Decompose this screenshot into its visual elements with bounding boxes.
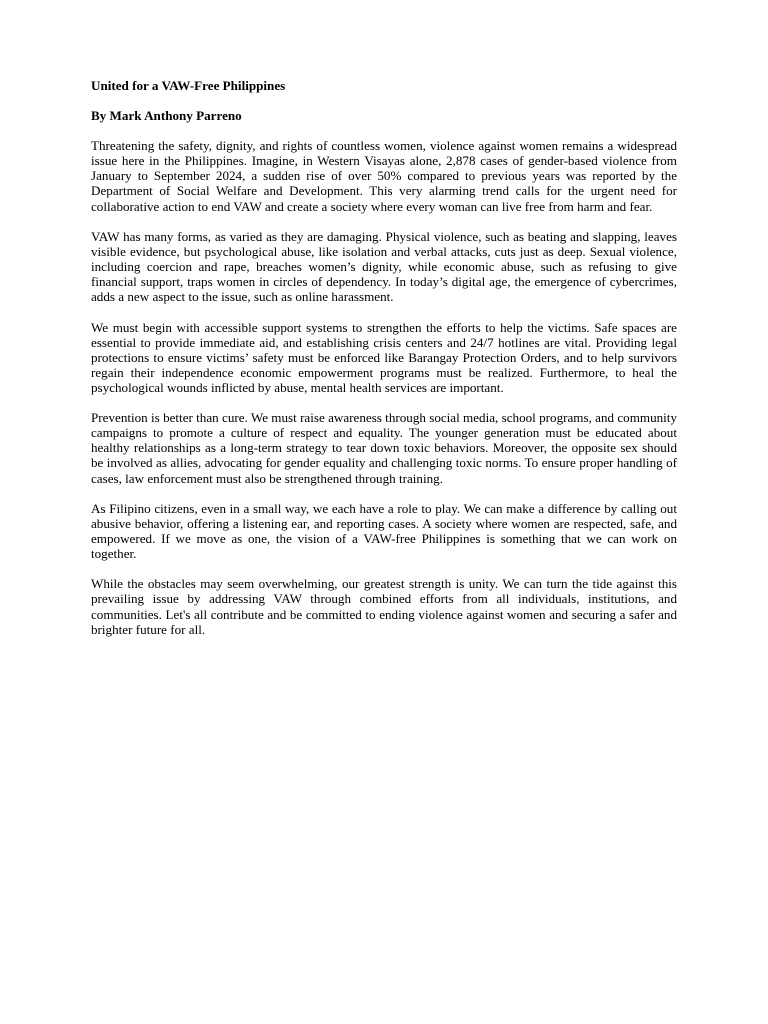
paragraph-citizens-role: As Filipino citizens, even in a small way, we each have a role to play. We can make a difference by calling out abusive behavior, offering a listening ear, and reporting cases. A society where women are respected, safe, and empowered. If we move as one, the vision of a VAW-free Philippines is something that we can work on together. [91,500,677,562]
paragraph-prevention: Prevention is better than cure. We must raise awareness through social media, school programs, and community campaigns to promote a culture of respect and equality. The younger generation must be educated about healthy relationships as a long-term strategy to tear down toxic behaviors. Moreover, the opposite sex should be involved as allies, advocating for gender equality and challenging toxic norms. To ensure proper handling of cases, law enforcement must also be strengthened through training. [91,410,677,486]
paragraph-intro: Threatening the safety, dignity, and rights of countless women, violence against women remains a widespread issue here in the Philippines. Imagine, in Western Visayas alone, 2,878 cases of gender-based violence from January to September 2024, a sudden rise of over 50% compared to previous years was reported by the Department of Social Welfare and Development. This very alarming trend calls for the urgent need for collaborative action to end VAW and create a society where every woman can live free from harm and fear. [91,138,677,214]
document-page [91,78,677,652]
paragraph-forms-of-vaw: VAW has many forms, as varied as they are damaging. Physical violence, such as beating and slapping, leaves visible evidence, but psychological abuse, like isolation and verbal attacks, cuts just as deep. Sexual violence, including coercion and rape, breaches women’s dignity, while economic abuse, such as refusing to give financial support, traps women in circles of dependency. In today’s digital age, the emergence of cybercrimes, adds a new aspect to the issue, such as online harassment. [91,228,677,305]
paragraph-support-systems: We must begin with accessible support systems to strengthen the efforts to help the victims. Safe spaces are essential to provide immediate aid, and establishing crisis centers and 24/7 hotlines are vital. Providing legal protections to ensure victims’ safety must be enforced like Barangay Protection Orders, and to help survivors regain their independence economic empowerment programs must be realized. Furthermore, to heal the psychological wounds inflicted by abuse, mental health services are important. [91,319,677,395]
document-title: United for a VAW-Free Philippines [91,78,286,93]
author-byline: By Mark Anthony Parreno [91,108,242,124]
paragraph-conclusion: While the obstacles may seem overwhelming, our greatest strength is unity. We can turn the tide against this prevailing issue by addressing VAW through combined efforts from all individuals, institutions, and communities. Let's all contribute and be committed to ending violence against women and securing a safer and brighter future for all. [91,576,677,637]
